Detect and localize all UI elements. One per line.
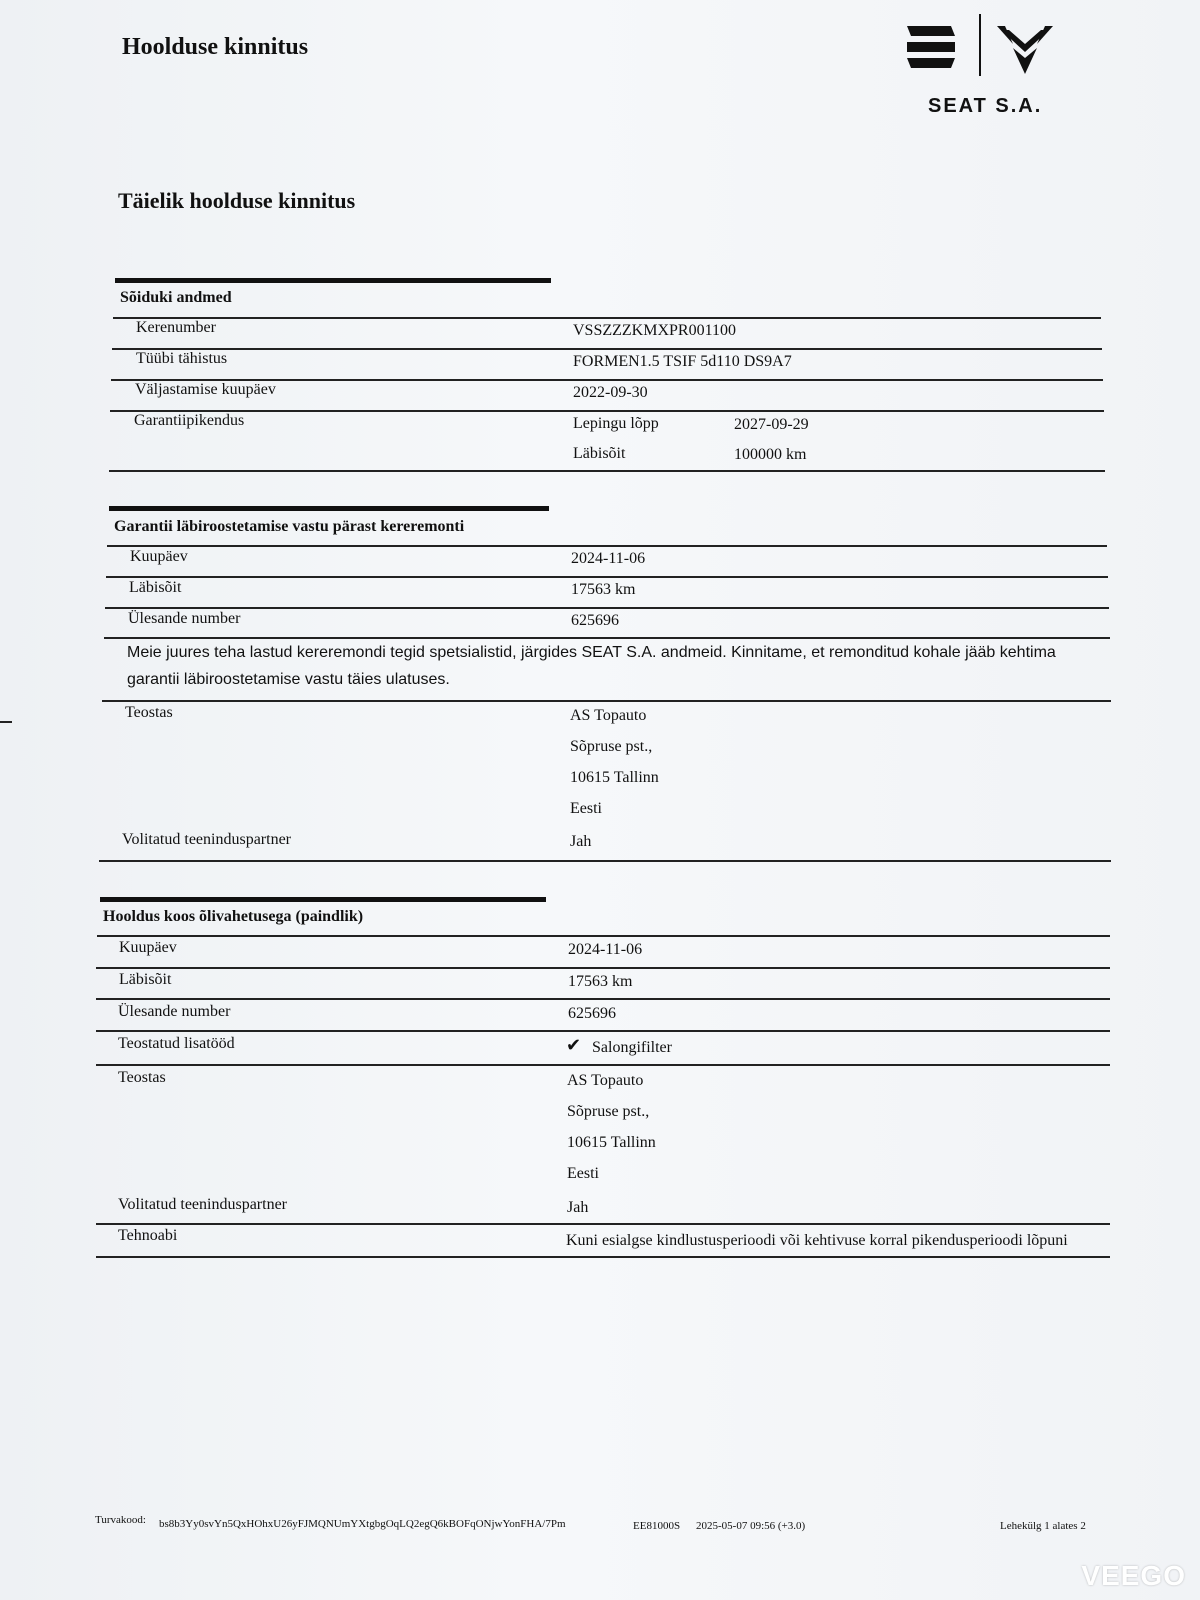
row-divider: [105, 607, 1109, 609]
checkmark-icon: ✔: [566, 1035, 582, 1056]
section-bar: [109, 506, 549, 511]
warranty-mileage-value: 100000 km: [734, 446, 807, 463]
section-bar: [100, 897, 546, 902]
page-label: Lehekülg: [1000, 1520, 1042, 1532]
row-label: Kuupäev: [130, 548, 188, 565]
row-divider: [96, 998, 1110, 1000]
section-heading: Sõiduki andmed: [120, 289, 232, 306]
extra-work-value: Salongifilter: [592, 1039, 672, 1056]
row-divider: [113, 317, 1101, 319]
document-reference: EE81000S: [633, 1520, 681, 1532]
security-code-value: bs8b3Yy0svYn5QxHOhxU26yFJMQNUmYXtgbgOqLQ2egQ6kBOFqONjwYonFHA/7Pm: [159, 1518, 566, 1530]
partner-label: Volitatud teeninduspartner: [118, 1196, 287, 1213]
row-label: Ülesande number: [128, 610, 241, 627]
performed-label: Teostas: [125, 704, 173, 721]
main-title: Täielik hoolduse kinnitus: [118, 188, 356, 213]
row-divider: [110, 410, 1104, 412]
partner-label: Volitatud teeninduspartner: [122, 831, 291, 848]
performed-line: 10615 Tallinn: [567, 1134, 656, 1151]
row-divider: [96, 1256, 1110, 1258]
performed-line: Sõpruse pst.,: [567, 1103, 650, 1120]
warranty-mileage-label: Läbisõit: [573, 445, 626, 462]
row-value: 625696: [571, 612, 619, 629]
page-total: 2: [1080, 1520, 1086, 1532]
partner-value: Jah: [567, 1199, 589, 1216]
row-divider: [96, 1223, 1110, 1225]
warranty-end-label: Lepingu lõpp: [573, 415, 659, 432]
logo-divider: [979, 14, 981, 76]
section-bar: [115, 278, 551, 283]
watermark: VEEGO: [1081, 1560, 1186, 1591]
section-heading: Garantii läbiroostetamise vastu pärast kereremonti: [114, 518, 465, 535]
row-label: Tüübi tähistus: [136, 350, 228, 367]
row-label: Kuupäev: [119, 939, 177, 956]
page-current: 1: [1044, 1520, 1050, 1532]
partner-value: Jah: [570, 833, 592, 850]
row-divider: [96, 1030, 1110, 1032]
performed-line: AS Topauto: [570, 707, 647, 724]
page-edge-mark: [0, 721, 12, 723]
cupra-logo-icon: [997, 26, 1053, 74]
row-divider: [112, 348, 1102, 350]
print-timestamp: 2025-05-07 09:56 (+3.0): [696, 1520, 806, 1532]
page-indicator: [1000, 1520, 1086, 1532]
row-divider: [96, 967, 1110, 969]
performed-label: Teostas: [118, 1069, 166, 1086]
extra-work-label: Teostatud lisatööd: [118, 1035, 235, 1052]
performed-line: Eesti: [570, 800, 602, 817]
document-title: Hoolduse kinnitus: [122, 34, 309, 60]
row-value: FORMEN1.5 TSIF 5d110 DS9A7: [573, 353, 792, 370]
row-divider: [99, 860, 1111, 862]
brand-name: SEAT S.A.: [928, 95, 1043, 117]
row-value: 17563 km: [568, 973, 633, 990]
row-label: Väljastamise kuupäev: [135, 381, 276, 398]
row-label: Läbisõit: [129, 579, 182, 596]
row-value: 2024-11-06: [568, 941, 643, 958]
performed-line: Sõpruse pst.,: [570, 738, 653, 755]
row-value: VSSZZZKMXPR001100: [573, 322, 736, 339]
page-of-label: alates: [1052, 1520, 1078, 1532]
corrosion-statement: Meie juures teha lastud kereremondi tegid spetsialistid, järgides SEAT S.A. andmeid. Kinnitame, et remonditud kohale jääb kehtima garantii läbiroostetamise vastu täies ulatuses.: [127, 644, 1056, 688]
row-divider: [102, 700, 1111, 702]
row-value: 2024-11-06: [571, 550, 646, 567]
row-label: Kerenumber: [136, 319, 216, 336]
performed-line: Eesti: [567, 1165, 599, 1182]
row-divider: [96, 1064, 1110, 1066]
row-value: 625696: [568, 1005, 616, 1022]
row-label: Läbisõit: [119, 971, 172, 988]
tech-support-value: Kuni esialgse kindlustusperioodi või kehtivuse korral pikendusperioodi lõpuni: [566, 1232, 1068, 1249]
row-value: 2022-09-30: [573, 384, 648, 401]
row-divider: [97, 935, 1110, 937]
security-code-label: Turvakood:: [95, 1514, 146, 1526]
row-divider: [107, 545, 1107, 547]
warranty-label: Garantiipikendus: [134, 412, 245, 429]
row-divider: [106, 576, 1108, 578]
row-divider: [109, 470, 1105, 472]
section-heading: Hooldus koos õlivahetusega (paindlik): [103, 908, 364, 925]
tech-support-label: Tehnoabi: [118, 1227, 178, 1244]
warranty-end-value: 2027-09-29: [734, 416, 809, 433]
row-label: Ülesande number: [118, 1003, 231, 1020]
performed-line: AS Topauto: [567, 1072, 644, 1089]
performed-line: 10615 Tallinn: [570, 769, 659, 786]
row-value: 17563 km: [571, 581, 636, 598]
seat-logo-icon: [907, 26, 955, 68]
